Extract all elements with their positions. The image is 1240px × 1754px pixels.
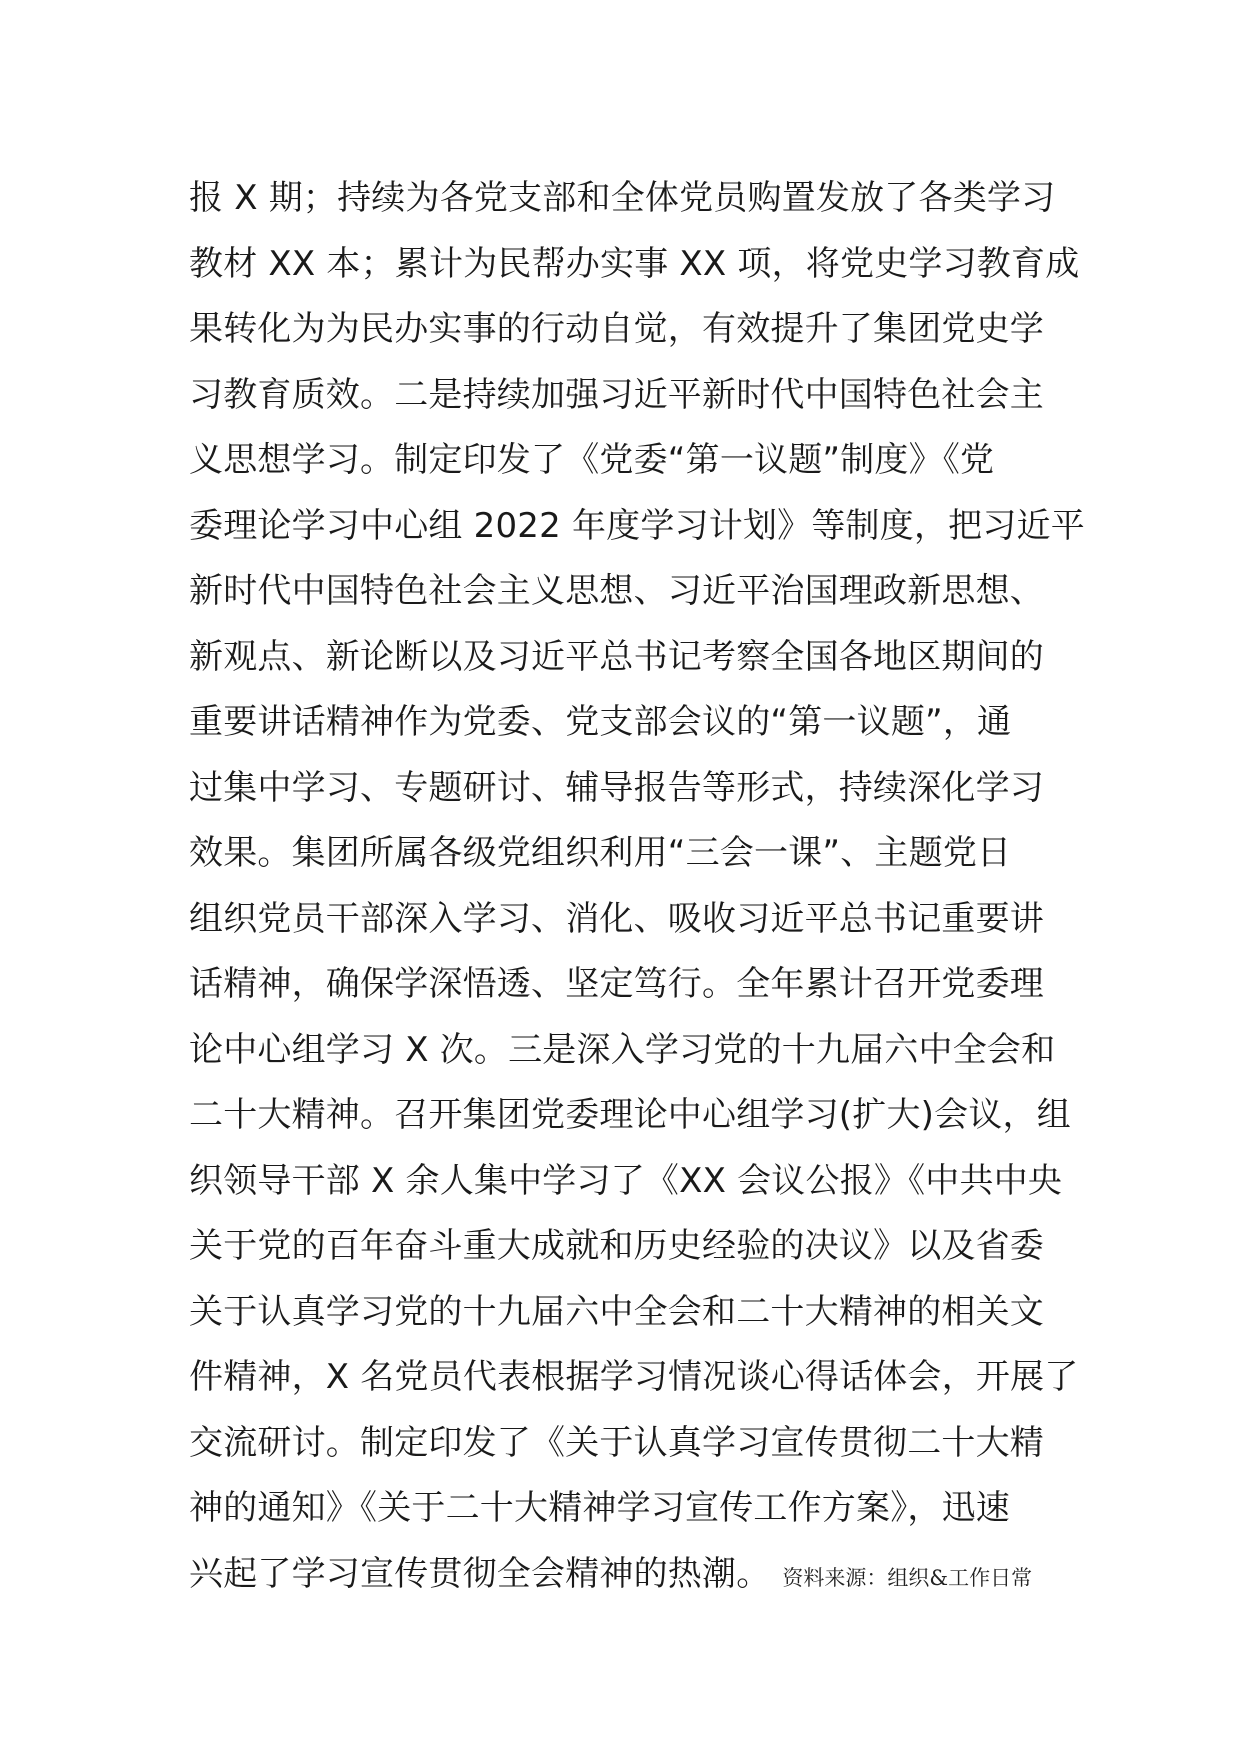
text-line: 效果。集团所属各级党组织利用“三会一课”、主题党日	[189, 833, 1012, 873]
document-body	[189, 166, 1085, 1607]
source-note: 资料来源：组织&工作日常	[782, 1565, 1033, 1590]
text-line: 果转化为为民办实事的行动自觉，有效提升了集团党史学	[189, 309, 1044, 349]
text-line: 交流研讨。制定印发了《关于认真学习宣传贯彻二十大精	[189, 1422, 1044, 1463]
text-line: 组织党员干部深入学习、消化、吸收习近平总书记重要讲	[189, 898, 1044, 939]
last-line-text: 兴起了学习宣传贯彻全会精神的热潮。	[189, 1553, 771, 1594]
text-line: 委理论学习中心组 2022 年度学习计划》等制度，把习近平	[189, 505, 1085, 546]
text-line: 关于认真学习党的十九届六中全会和二十大精神的相关文	[189, 1291, 1044, 1332]
text-line: 报 X 期；持续为各党支部和全体党员购置发放了各类学习	[189, 178, 1056, 218]
text-line: 神的通知》《关于二十大精神学习宣传工作方案》，迅速	[189, 1488, 1010, 1528]
text-line: 新时代中国特色社会主义思想、习近平治国理政新思想、	[189, 571, 1044, 611]
text-line: 义思想学习。制定印发了《党委“第一议题”制度》《党	[189, 440, 995, 480]
text-line: 论中心组学习 X 次。三是深入学习党的十九届六中全会和	[189, 1029, 1056, 1070]
text-line: 织领导干部 X 余人集中学习了《XX 会议公报》《中共中央	[189, 1160, 1063, 1201]
text-line: 习教育质效。二是持续加强习近平新时代中国特色社会主	[189, 374, 1044, 415]
text-line: 二十大精神。召开集团党委理论中心组学习(扩大)会议，组	[189, 1095, 1071, 1135]
text-line: 件精神，X 名党员代表根据学习情况谈心得话体会，开展了	[189, 1357, 1079, 1397]
text-line: 话精神，确保学深悟透、坚定笃行。全年累计召开党委理	[189, 964, 1044, 1004]
text-line: 过集中学习、专题研讨、辅导报告等形式，持续深化学习	[189, 767, 1044, 808]
text-line: 教材 XX 本；累计为民帮办实事 XX 项，将党史学习教育成	[189, 243, 1080, 284]
text-line-last	[189, 1542, 1069, 1608]
text-line: 新观点、新论断以及习近平总书记考察全国各地区期间的	[189, 636, 1044, 677]
text-line: 重要讲话精神作为党委、党支部会议的“第一议题”，通	[189, 702, 1012, 742]
text-line: 关于党的百年奋斗重大成就和历史经验的决议》以及省委	[189, 1226, 1044, 1266]
